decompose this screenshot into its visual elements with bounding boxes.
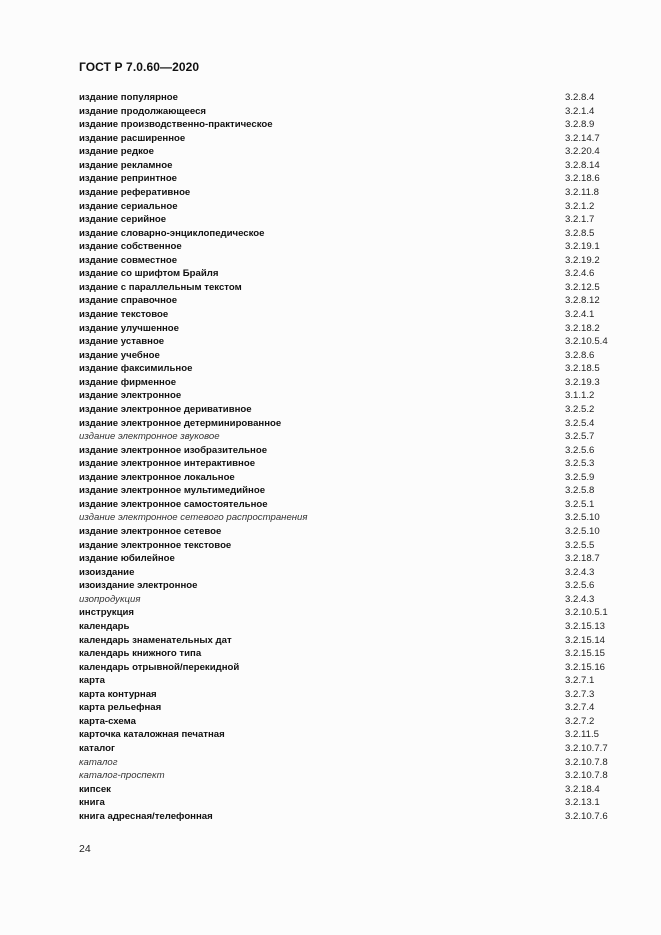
entry-reference: 3.2.4.1 xyxy=(565,309,595,320)
index-entry xyxy=(79,91,639,105)
entry-reference: 3.2.8.5 xyxy=(565,227,595,239)
index-entry xyxy=(79,308,639,322)
entry-reference: 3.2.5.5 xyxy=(565,539,595,551)
entry-reference: 3.2.15.15 xyxy=(565,648,606,660)
index-entry xyxy=(79,620,639,634)
entry-term: изоиздание xyxy=(79,566,135,578)
entry-term: издание сериальное xyxy=(79,200,178,212)
index-entry xyxy=(79,444,639,458)
index-entry xyxy=(79,186,639,200)
index-entry xyxy=(79,756,639,770)
entry-term: издание факсимильное xyxy=(79,363,193,375)
entry-reference: 3.2.18.6 xyxy=(565,173,600,185)
entry-reference: 3.2.19.1 xyxy=(565,241,600,253)
index-entry xyxy=(79,389,639,403)
index-entry xyxy=(79,715,639,729)
entry-term: издание уставное xyxy=(79,336,165,348)
entry-reference: 3.1.1.2 xyxy=(565,390,595,402)
entry-term: изоиздание электронное xyxy=(79,580,198,592)
entry-term: издание текстовое xyxy=(79,309,169,320)
entry-reference: 3.2.4.3 xyxy=(565,593,595,605)
entry-reference: 3.2.18.5 xyxy=(565,363,600,375)
index-entry xyxy=(79,254,639,268)
entry-reference: 3.2.5.6 xyxy=(565,444,595,456)
entry-reference: 3.2.7.4 xyxy=(565,702,595,714)
entry-reference: 3.2.10.7.8 xyxy=(565,770,608,782)
entry-reference: 3.2.5.3 xyxy=(565,458,595,470)
entry-term: издание фирменное xyxy=(79,376,177,388)
index-entry xyxy=(79,457,639,471)
entry-reference: 3.2.5.10 xyxy=(565,512,600,524)
entry-reference: 3.2.18.7 xyxy=(565,553,600,565)
index-entry xyxy=(79,145,639,159)
index-entry xyxy=(79,579,639,593)
index-entry xyxy=(79,294,639,308)
entry-term: издание электронное интерактивное xyxy=(79,458,256,470)
index-entry xyxy=(79,430,639,444)
entry-reference: 3.2.18.4 xyxy=(565,783,600,795)
entry-reference: 3.2.5.9 xyxy=(565,471,595,483)
index-entry xyxy=(79,213,639,227)
entry-reference: 3.2.10.7.7 xyxy=(565,743,608,754)
entry-term: издание собственное xyxy=(79,241,182,253)
entry-reference: 3.2.8.14 xyxy=(565,159,600,171)
index-entry xyxy=(79,281,639,295)
entry-term: издание улучшенное xyxy=(79,322,179,334)
entry-term: издание электронное локальное xyxy=(79,471,235,483)
entry-term: издание продолжающееся xyxy=(79,105,206,117)
entry-reference: 3.2.4.6 xyxy=(565,268,595,280)
index-entry xyxy=(79,403,639,417)
index-entry xyxy=(79,552,639,566)
index-entry xyxy=(79,105,639,119)
index-entry xyxy=(79,661,639,675)
entry-term: издание справочное xyxy=(79,295,178,307)
index-entry xyxy=(79,362,639,376)
entry-term: календарь отрывной/перекидной xyxy=(79,661,240,673)
index-entry xyxy=(79,200,639,214)
entry-term: карта-схема xyxy=(79,715,136,727)
entry-term: издание реферативное xyxy=(79,186,191,198)
index-entry xyxy=(79,132,639,146)
entry-term: издание совместное xyxy=(79,254,178,266)
entry-term: издание со шрифтом Брайля xyxy=(79,268,219,280)
index-entry xyxy=(79,267,639,281)
index-list xyxy=(79,91,639,823)
entry-term: карта xyxy=(79,675,105,687)
index-entry xyxy=(79,240,639,254)
entry-term: издание редкое xyxy=(79,146,154,158)
index-entry xyxy=(79,349,639,363)
index-entry xyxy=(79,674,639,688)
index-entry xyxy=(79,525,639,539)
entry-term: издание электронное самостоятельное xyxy=(79,498,268,510)
entry-reference: 3.2.8.6 xyxy=(565,349,595,361)
entry-reference: 3.2.8.4 xyxy=(565,92,595,103)
entry-term: издание электронное мультимедийное xyxy=(79,485,266,497)
entry-reference: 3.2.10.7.8 xyxy=(565,756,608,768)
entry-reference: 3.2.11.8 xyxy=(565,186,599,198)
entry-term: издание расширенное xyxy=(79,132,186,144)
entry-reference: 3.2.19.2 xyxy=(565,254,600,266)
entry-term: книга xyxy=(79,797,105,809)
entry-reference: 3.2.13.1 xyxy=(565,797,600,809)
index-entry xyxy=(79,566,639,580)
index-entry xyxy=(79,376,639,390)
entry-reference: 3.2.11.5 xyxy=(565,729,599,741)
entry-term: издание электронное деривативное xyxy=(79,403,252,415)
entry-term: издание электронное изобразительное xyxy=(79,444,268,456)
entry-reference: 3.2.5.1 xyxy=(565,498,595,510)
entry-reference: 3.2.8.9 xyxy=(565,119,595,131)
entry-reference: 3.2.5.8 xyxy=(565,485,595,497)
entry-reference: 3.2.5.7 xyxy=(565,431,595,443)
entry-reference: 3.2.5.10 xyxy=(565,526,600,537)
index-entry xyxy=(79,742,639,756)
index-entry xyxy=(79,634,639,648)
entry-reference: 3.2.1.4 xyxy=(565,105,595,117)
entry-term: изопродукция xyxy=(79,593,141,605)
entry-reference: 3.2.1.7 xyxy=(565,214,595,226)
index-entry xyxy=(79,511,639,525)
entry-term: издание с параллельным текстом xyxy=(79,281,242,293)
index-entry xyxy=(79,335,639,349)
index-entry xyxy=(79,810,639,824)
index-entry xyxy=(79,593,639,607)
document-header: ГОСТ Р 7.0.60—2020 xyxy=(79,60,200,74)
entry-reference: 3.2.18.2 xyxy=(565,322,600,334)
index-entry xyxy=(79,498,639,512)
entry-reference: 3.2.12.5 xyxy=(565,281,600,293)
entry-reference: 3.2.15.13 xyxy=(565,620,606,632)
entry-reference: 3.2.14.7 xyxy=(565,132,600,144)
entry-term: издание юбилейное xyxy=(79,553,175,565)
entry-reference: 3.2.10.5.4 xyxy=(565,336,608,348)
entry-term: карта рельефная xyxy=(79,702,162,714)
index-entry xyxy=(79,539,639,553)
entry-term: каталог-проспект xyxy=(79,770,165,782)
entry-term: издание электронное детерминированное xyxy=(79,417,282,429)
page-number: 24 xyxy=(79,843,91,855)
entry-term: издание популярное xyxy=(79,92,178,103)
entry-reference: 3.2.19.3 xyxy=(565,376,600,388)
entry-reference: 3.2.7.2 xyxy=(565,715,595,727)
index-entry xyxy=(79,417,639,431)
entry-term: кипсек xyxy=(79,783,111,795)
entry-reference: 3.2.1.2 xyxy=(565,200,595,212)
entry-term: издание электронное текстовое xyxy=(79,539,232,551)
entry-term: издание производственно-практическое xyxy=(79,119,273,131)
entry-term: издание серийное xyxy=(79,214,167,226)
index-entry xyxy=(79,484,639,498)
entry-reference: 3.2.7.3 xyxy=(565,688,595,700)
index-entry xyxy=(79,647,639,661)
entry-term: издание электронное xyxy=(79,390,182,402)
entry-reference: 3.2.15.16 xyxy=(565,661,606,673)
entry-reference: 3.2.4.3 xyxy=(565,566,595,578)
entry-reference: 3.2.20.4 xyxy=(565,146,600,158)
entry-term: издание учебное xyxy=(79,349,160,361)
index-entry xyxy=(79,769,639,783)
entry-term: карточка каталожная печатная xyxy=(79,729,225,741)
index-entry xyxy=(79,606,639,620)
entry-reference: 3.2.5.4 xyxy=(565,417,595,429)
index-entry xyxy=(79,471,639,485)
entry-term: каталог xyxy=(79,756,118,768)
entry-reference: 3.2.10.5.1 xyxy=(565,607,608,619)
entry-term: каталог xyxy=(79,743,115,754)
entry-term: календарь знаменательных дат xyxy=(79,634,232,646)
entry-reference: 3.2.8.12 xyxy=(565,295,600,307)
entry-term: издание электронное звуковое xyxy=(79,431,220,443)
index-entry xyxy=(79,172,639,186)
entry-term: инструкция xyxy=(79,607,134,619)
entry-term: книга адресная/телефонная xyxy=(79,810,213,822)
entry-reference: 3.2.5.6 xyxy=(565,580,595,592)
index-entry xyxy=(79,688,639,702)
index-entry xyxy=(79,783,639,797)
index-entry xyxy=(79,728,639,742)
entry-reference: 3.2.7.1 xyxy=(565,675,595,687)
entry-term: издание репринтное xyxy=(79,173,178,185)
entry-term: издание электронное сетевого распространения xyxy=(79,512,308,524)
index-entry xyxy=(79,701,639,715)
index-entry xyxy=(79,159,639,173)
index-entry xyxy=(79,118,639,132)
entry-term: издание словарно-энциклопедическое xyxy=(79,227,265,239)
index-entry xyxy=(79,796,639,810)
entry-reference: 3.2.5.2 xyxy=(565,403,595,415)
entry-term: карта контурная xyxy=(79,688,157,700)
entry-term: издание электронное сетевое xyxy=(79,526,222,537)
entry-term: календарь xyxy=(79,620,130,632)
entry-reference: 3.2.10.7.6 xyxy=(565,810,608,822)
entry-term: издание рекламное xyxy=(79,159,173,171)
index-entry xyxy=(79,227,639,241)
index-entry xyxy=(79,322,639,336)
entry-reference: 3.2.15.14 xyxy=(565,634,606,646)
entry-term: календарь книжного типа xyxy=(79,648,202,660)
